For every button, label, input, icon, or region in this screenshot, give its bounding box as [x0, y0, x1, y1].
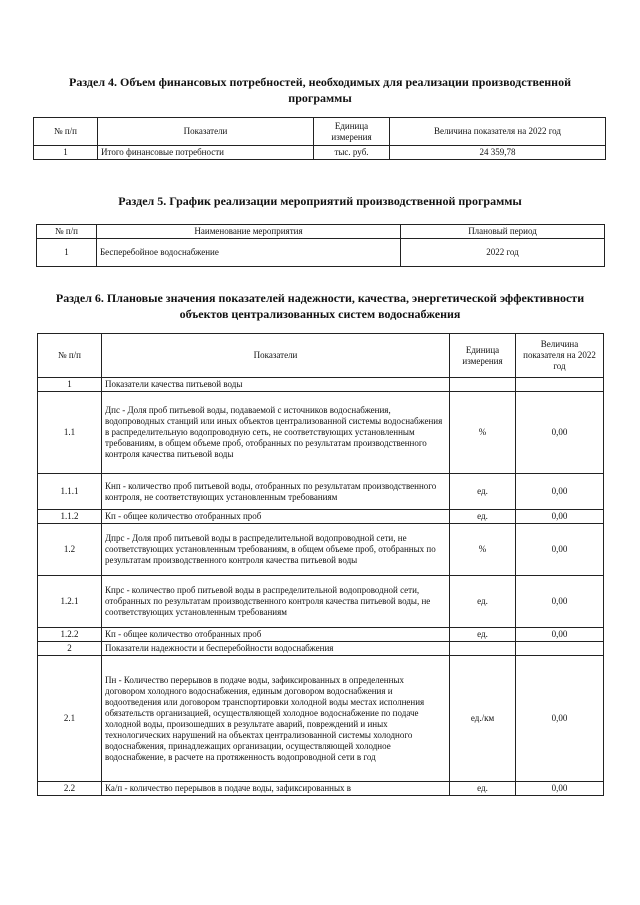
- table-row: [38, 656, 604, 782]
- table-row: [38, 474, 604, 510]
- section5-title: Раздел 5. График реализации мероприятий производственной программы: [118, 194, 522, 208]
- row-num: 1: [34, 146, 98, 160]
- row-unit: ед.: [450, 782, 516, 796]
- row-value: [516, 642, 604, 656]
- row-unit: [450, 378, 516, 392]
- table-row: [38, 628, 604, 642]
- header-value: Величина показателя на 2022 год: [390, 118, 606, 146]
- row-indicator: Дпс - Доля проб питьевой воды, подаваемой с источников водоснабжения, водопроводных станций или иных объектов централизованной системы водоснабжения в распределительную водопроводную сеть, не соответствующих установленным требованиям, в общем объеме проб, отобранных по результатам производственного контроля качества питьевой воды: [102, 392, 450, 474]
- row-indicator: Показатели надежности и бесперебойности водоснабжения: [102, 642, 450, 656]
- row-num: 1.1: [38, 392, 102, 474]
- row-num: 1.1.1: [38, 474, 102, 510]
- row-period: 2022 год: [401, 239, 605, 267]
- row-indicator: Итого финансовые потребности: [98, 146, 314, 160]
- row-value: 0,00: [516, 628, 604, 642]
- table-row: [38, 510, 604, 524]
- row-value: 0,00: [516, 576, 604, 628]
- row-unit: ед.: [450, 576, 516, 628]
- header-indicator: Показатели: [98, 118, 314, 146]
- row-unit: %: [450, 392, 516, 474]
- header-num: № п/п: [37, 225, 97, 239]
- row-unit: ед.: [450, 474, 516, 510]
- row-indicator: Кнп - количество проб питьевой воды, отобранных по результатам производственного контроля, не соответствующих установленным требованиям: [102, 474, 450, 510]
- row-unit: тыс. руб.: [314, 146, 390, 160]
- row-indicator: Кп - общее количество отобранных проб: [102, 510, 450, 524]
- row-num: 2.1: [38, 656, 102, 782]
- header-num: № п/п: [34, 118, 98, 146]
- header-unit: Единица измерения: [314, 118, 390, 146]
- row-value: 0,00: [516, 656, 604, 782]
- table-row: [34, 146, 606, 160]
- header-event: Наименование мероприятия: [97, 225, 401, 239]
- row-unit: ед./км: [450, 656, 516, 782]
- section6-title: Раздел 6. Плановые значения показателей надежности, качества, энергетической эффективности объектов централизованных систем водоснабжения: [55, 291, 585, 321]
- row-indicator: Кп - общее количество отобранных проб: [102, 628, 450, 642]
- row-num: 1: [37, 239, 97, 267]
- row-num: 1.2.1: [38, 576, 102, 628]
- section4-title: Раздел 4. Объем финансовых потребностей, необходимых для реализации производственной программы: [68, 75, 572, 105]
- table-row: [38, 642, 604, 656]
- row-unit: ед.: [450, 510, 516, 524]
- row-value: 0,00: [516, 392, 604, 474]
- row-indicator: Показатели качества питьевой воды: [102, 378, 450, 392]
- section4-table: [33, 117, 606, 160]
- table-row: [38, 392, 604, 474]
- row-value: 24 359,78: [390, 146, 606, 160]
- row-value: 0,00: [516, 510, 604, 524]
- header-unit: Единица измерения: [450, 334, 516, 378]
- section5-header-row: [37, 225, 605, 239]
- row-event: Бесперебойное водоснабжение: [97, 239, 401, 267]
- section6-header-row: [38, 334, 604, 378]
- table-row: [38, 378, 604, 392]
- row-indicator: Пн - Количество перерывов в подаче воды, зафиксированных в определенных договором холодного водоснабжения, единым договором водоснабжения и водоотведения или договором транспортировки холодной воды местах исполнения обязательств организацией, осуществляющей холодное водоснабжение по подаче холодной воды, произошедших в результате аварий, повреждений и иных технологических нарушений на объектах централизованной системы холодного водоснабжения, принадлежащих организации, осуществляющей холодное водоснабжение, в расчете на протяженность водопроводной сети в год: [102, 656, 450, 782]
- row-indicator: Дпрс - Доля проб питьевой воды в распределительной водопроводной сети, не соответствующих установленным требованиям, в общем объеме проб, отобранных по результатам производственного контроля качества питьевой воды: [102, 524, 450, 576]
- row-unit: ед.: [450, 628, 516, 642]
- row-value: 0,00: [516, 474, 604, 510]
- row-num: 1.2: [38, 524, 102, 576]
- row-num: 1.1.2: [38, 510, 102, 524]
- row-indicator: Кпрс - количество проб питьевой воды в распределительной водопроводной сети, отобранных по результатам производственного контроля качества питьевой воды, не соответствующих установленным требованиям: [102, 576, 450, 628]
- section4-header-row: [34, 118, 606, 146]
- row-value: [516, 378, 604, 392]
- section5-table: [36, 224, 605, 267]
- row-value: 0,00: [516, 782, 604, 796]
- section6-table: [37, 333, 604, 796]
- row-num: 2.2: [38, 782, 102, 796]
- row-indicator: Ка/п - количество перерывов в подаче воды, зафиксированных в: [102, 782, 450, 796]
- header-value: Величина показателя на 2022 год: [516, 334, 604, 378]
- row-unit: [450, 642, 516, 656]
- table-row: [38, 576, 604, 628]
- table-row: [37, 239, 605, 267]
- row-value: 0,00: [516, 524, 604, 576]
- row-num: 2: [38, 642, 102, 656]
- table-row: [38, 524, 604, 576]
- header-period: Плановый период: [401, 225, 605, 239]
- header-num: № п/п: [38, 334, 102, 378]
- row-unit: %: [450, 524, 516, 576]
- table-row: [38, 782, 604, 796]
- row-num: 1.2.2: [38, 628, 102, 642]
- header-indicator: Показатели: [102, 334, 450, 378]
- row-num: 1: [38, 378, 102, 392]
